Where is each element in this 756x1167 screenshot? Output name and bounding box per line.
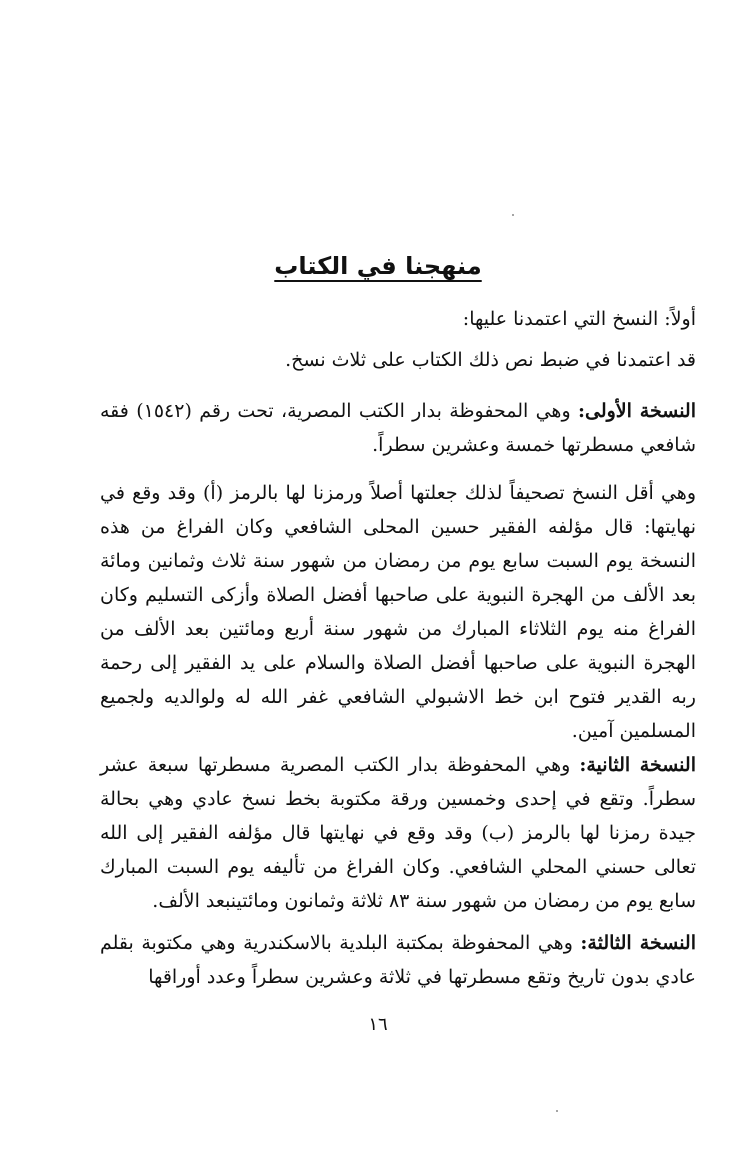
copy2-label: النسخة الثانية: <box>579 754 696 776</box>
copy1-detail-paragraph: وهي أقل النسخ تصحيفاً لذلك جعلتها أصلاً ورمزنا لها بالرمز (أ) وقد وقع في نهايتها: قال مؤلفه الفقير حسين المحلى الشافعي وكان الفراغ من هذه النسخة يوم السبت سابع يوم من رمضان من شهور سنة ثلاث وثمانين ومائة بعد الألف من الهجرة النبوية على صاحبها أفضل الصلاة وأزكى التسليم وكان الفراغ منه يوم الثلاثاء المبارك من شهور سنة أربع ومائتين بعد الألف من الهجرة النبوية على صاحبها أفضل الصلاة والسلام على يد الفقير إلى رحمة ربه القدير فتوح ابن خط الاشبولي الشافعي غفر الله له ولوالديه ولجميع المسلمين آمين. <box>100 482 696 742</box>
copy1-label: النسخة الأولى: <box>577 400 697 422</box>
copy3-paragraph <box>100 926 696 994</box>
copy3-text: وهي المحفوظة بمكتبة البلدية بالاسكندرية وهي مكتوبة بقلم عادي بدون تاريخ وتقع مسطرتها في ثلاثة وعشرين سطراً وعدد أوراقها <box>100 932 696 988</box>
page-number: ١٦ <box>368 1014 388 1035</box>
copy2-paragraph <box>100 748 696 918</box>
intro-paragraph: قد اعتمدنا في ضبط نص ذلك الكتاب على ثلاث نسخ. <box>285 349 696 371</box>
section-heading: أولاً: النسخ التي اعتمدنا عليها: <box>462 308 696 330</box>
page-title: منهجنا في الكتاب <box>274 252 482 280</box>
scan-speck <box>556 1110 558 1112</box>
copy1-text: وهي المحفوظة بدار الكتب المصرية، تحت رقم (١٥٤٢) فقه شافعي مسطرتها خمسة وعشرين سطراً. <box>100 400 696 456</box>
scan-speck <box>512 214 514 216</box>
copy3-label: النسخة الثالثة: <box>580 932 696 954</box>
copy1-paragraph <box>100 394 696 462</box>
copy2-text: وهي المحفوظة بدار الكتب المصرية مسطرتها سبعة عشر سطراً. وتقع في إحدى وخمسين ورقة مكتوبة بخط نسخ عادي وهي بحالة جيدة رمزنا لها بالرمز (ب) وقد وقع في نهايتها قال مؤلفه الفقير إلى الله تعالى حسني المحلي الشافعي. وكان الفراغ من تأليفه يوم السبت المبارك سابع يوم من رمضان من شهور سنة ٨٣ ثلاثة وثمانون ومائتينبعد الألف. <box>100 754 696 912</box>
